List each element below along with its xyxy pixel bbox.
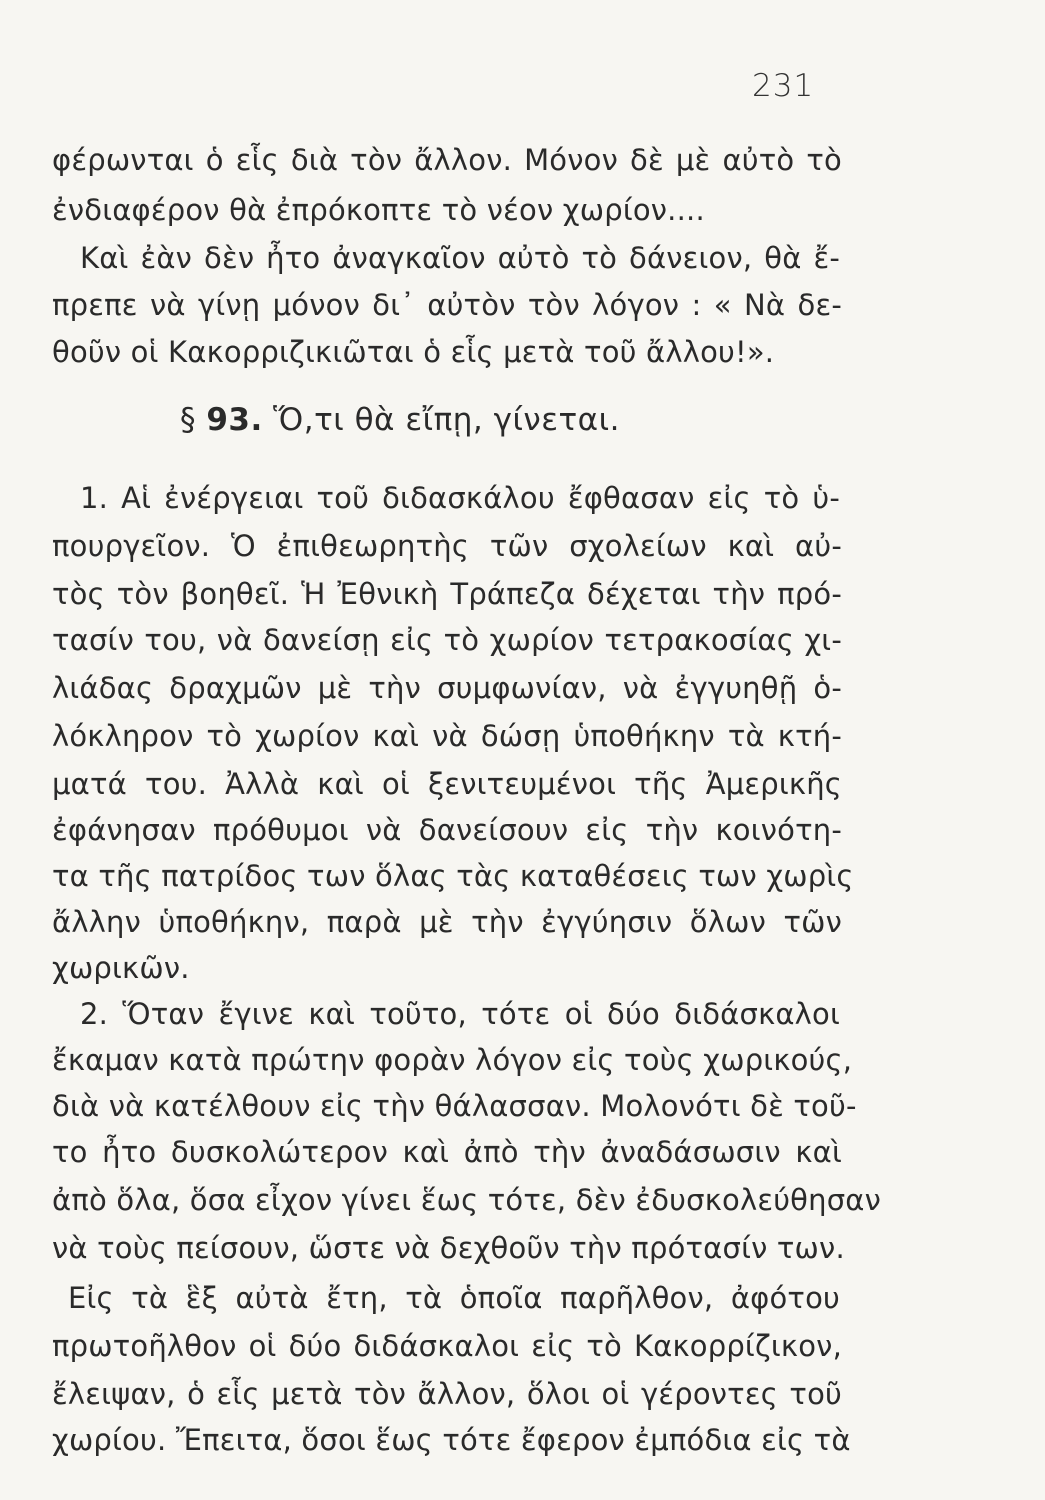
text-line: τὸς τὸν βοηθεῖ. Ἡ Ἐθνικὴ Τράπεζα δέχεται τὴν πρό- (52, 577, 842, 611)
text-line: τα τῆς πατρίδος των ὅλας τὰς καταθέσεις των χωρὶς (52, 859, 854, 893)
text-line: Καὶ ἐὰν δὲν ἦτο ἀναγκαῖον αὐτὸ τὸ δάνειον, θὰ ἔ- (80, 241, 840, 275)
text-line: λόκληρον τὸ χωρίον καὶ νὰ δώσῃ ὑποθήκην τὰ κτή- (52, 719, 842, 753)
text-line: πουργεῖον. Ὁ ἐπιθεωρητὴς τῶν σχολείων καὶ αὐ- (52, 529, 842, 563)
text-line: πρεπε νὰ γίνῃ μόνον δι᾽ αὐτὸν τὸν λόγον : « Νὰ δε- (52, 288, 842, 322)
text-line: 1. Αἱ ἐνέργειαι τοῦ διδασκάλου ἔφθασαν εἰς τὸ ὑ- (80, 481, 840, 515)
text-line: ἐνδιαφέρον θὰ ἐπρόκοπτε τὸ νέον χωρίον.... (52, 193, 705, 227)
text-line: χωρικῶν. (52, 951, 190, 985)
text-line: πρωτοῆλθον οἱ δύο διδάσκαλοι εἰς τὸ Κακορρίζικον, (52, 1329, 842, 1363)
text-line: ἄλλην ὑποθήκην, παρὰ μὲ τὴν ἐγγύησιν ὅλων τῶν (52, 905, 842, 939)
section-title: Ὅ,τι θὰ εἴπῃ, γίνεται. (273, 402, 620, 438)
text-line: το ἦτο δυσκολώτερον καὶ ἀπὸ τὴν ἀναδάσωσιν καὶ (52, 1135, 842, 1169)
text-line: τασίν του, νὰ δανείσῃ εἰς τὸ χωρίον τετρακοσίας χι- (52, 623, 842, 657)
page-number: 231 (752, 68, 815, 104)
section-number: 93. (206, 402, 263, 438)
text-line: 2. Ὅταν ἔγινε καὶ τοῦτο, τότε οἱ δύο διδάσκαλοι (80, 997, 840, 1031)
text-line: Εἰς τὰ ἓξ αὐτὰ ἔτη, τὰ ὁποῖα παρῆλθον, ἀφότου (68, 1281, 840, 1315)
section-heading (180, 400, 620, 440)
text-line: ἔκαμαν κατὰ πρώτην φορὰν λόγον εἰς τοὺς χωρικούς, (52, 1043, 853, 1077)
text-line: ἔλειψαν, ὁ εἷς μετὰ τὸν ἄλλον, ὅλοι οἱ γέροντες τοῦ (52, 1377, 842, 1411)
text-line: νὰ τοὺς πείσουν, ὥστε νὰ δεχθοῦν τὴν πρότασίν των. (52, 1231, 845, 1265)
text-line: ματά του. Ἀλλὰ καὶ οἱ ξενιτευμένοι τῆς Ἀμερικῆς (52, 767, 842, 801)
text-line: ἀπὸ ὅλα, ὅσα εἶχον γίνει ἕως τότε, δὲν ἐδυσκολεύθησαν (52, 1183, 881, 1217)
text-line: χωρίου. Ἔπειτα, ὅσοι ἕως τότε ἔφερον ἐμπόδια εἰς τὰ (52, 1423, 851, 1457)
section-sign: § (180, 402, 196, 438)
text-line: θοῦν οἱ Κακορριζικιῶται ὁ εἷς μετὰ τοῦ ἄλλου!». (52, 335, 775, 369)
text-line: διὰ νὰ κατέλθουν εἰς τὴν θάλασσαν. Μολονότι δὲ τοῦ- (52, 1089, 857, 1123)
text-line: λιάδας δραχμῶν μὲ τὴν συμφωνίαν, νὰ ἐγγυηθῇ ὁ- (52, 671, 842, 705)
text-line: ἐφάνησαν πρόθυμοι νὰ δανείσουν εἰς τὴν κοινότη- (52, 813, 842, 847)
text-line: φέρωνται ὁ εἷς διὰ τὸν ἄλλον. Μόνον δὲ μὲ αὐτὸ τὸ (52, 143, 842, 177)
